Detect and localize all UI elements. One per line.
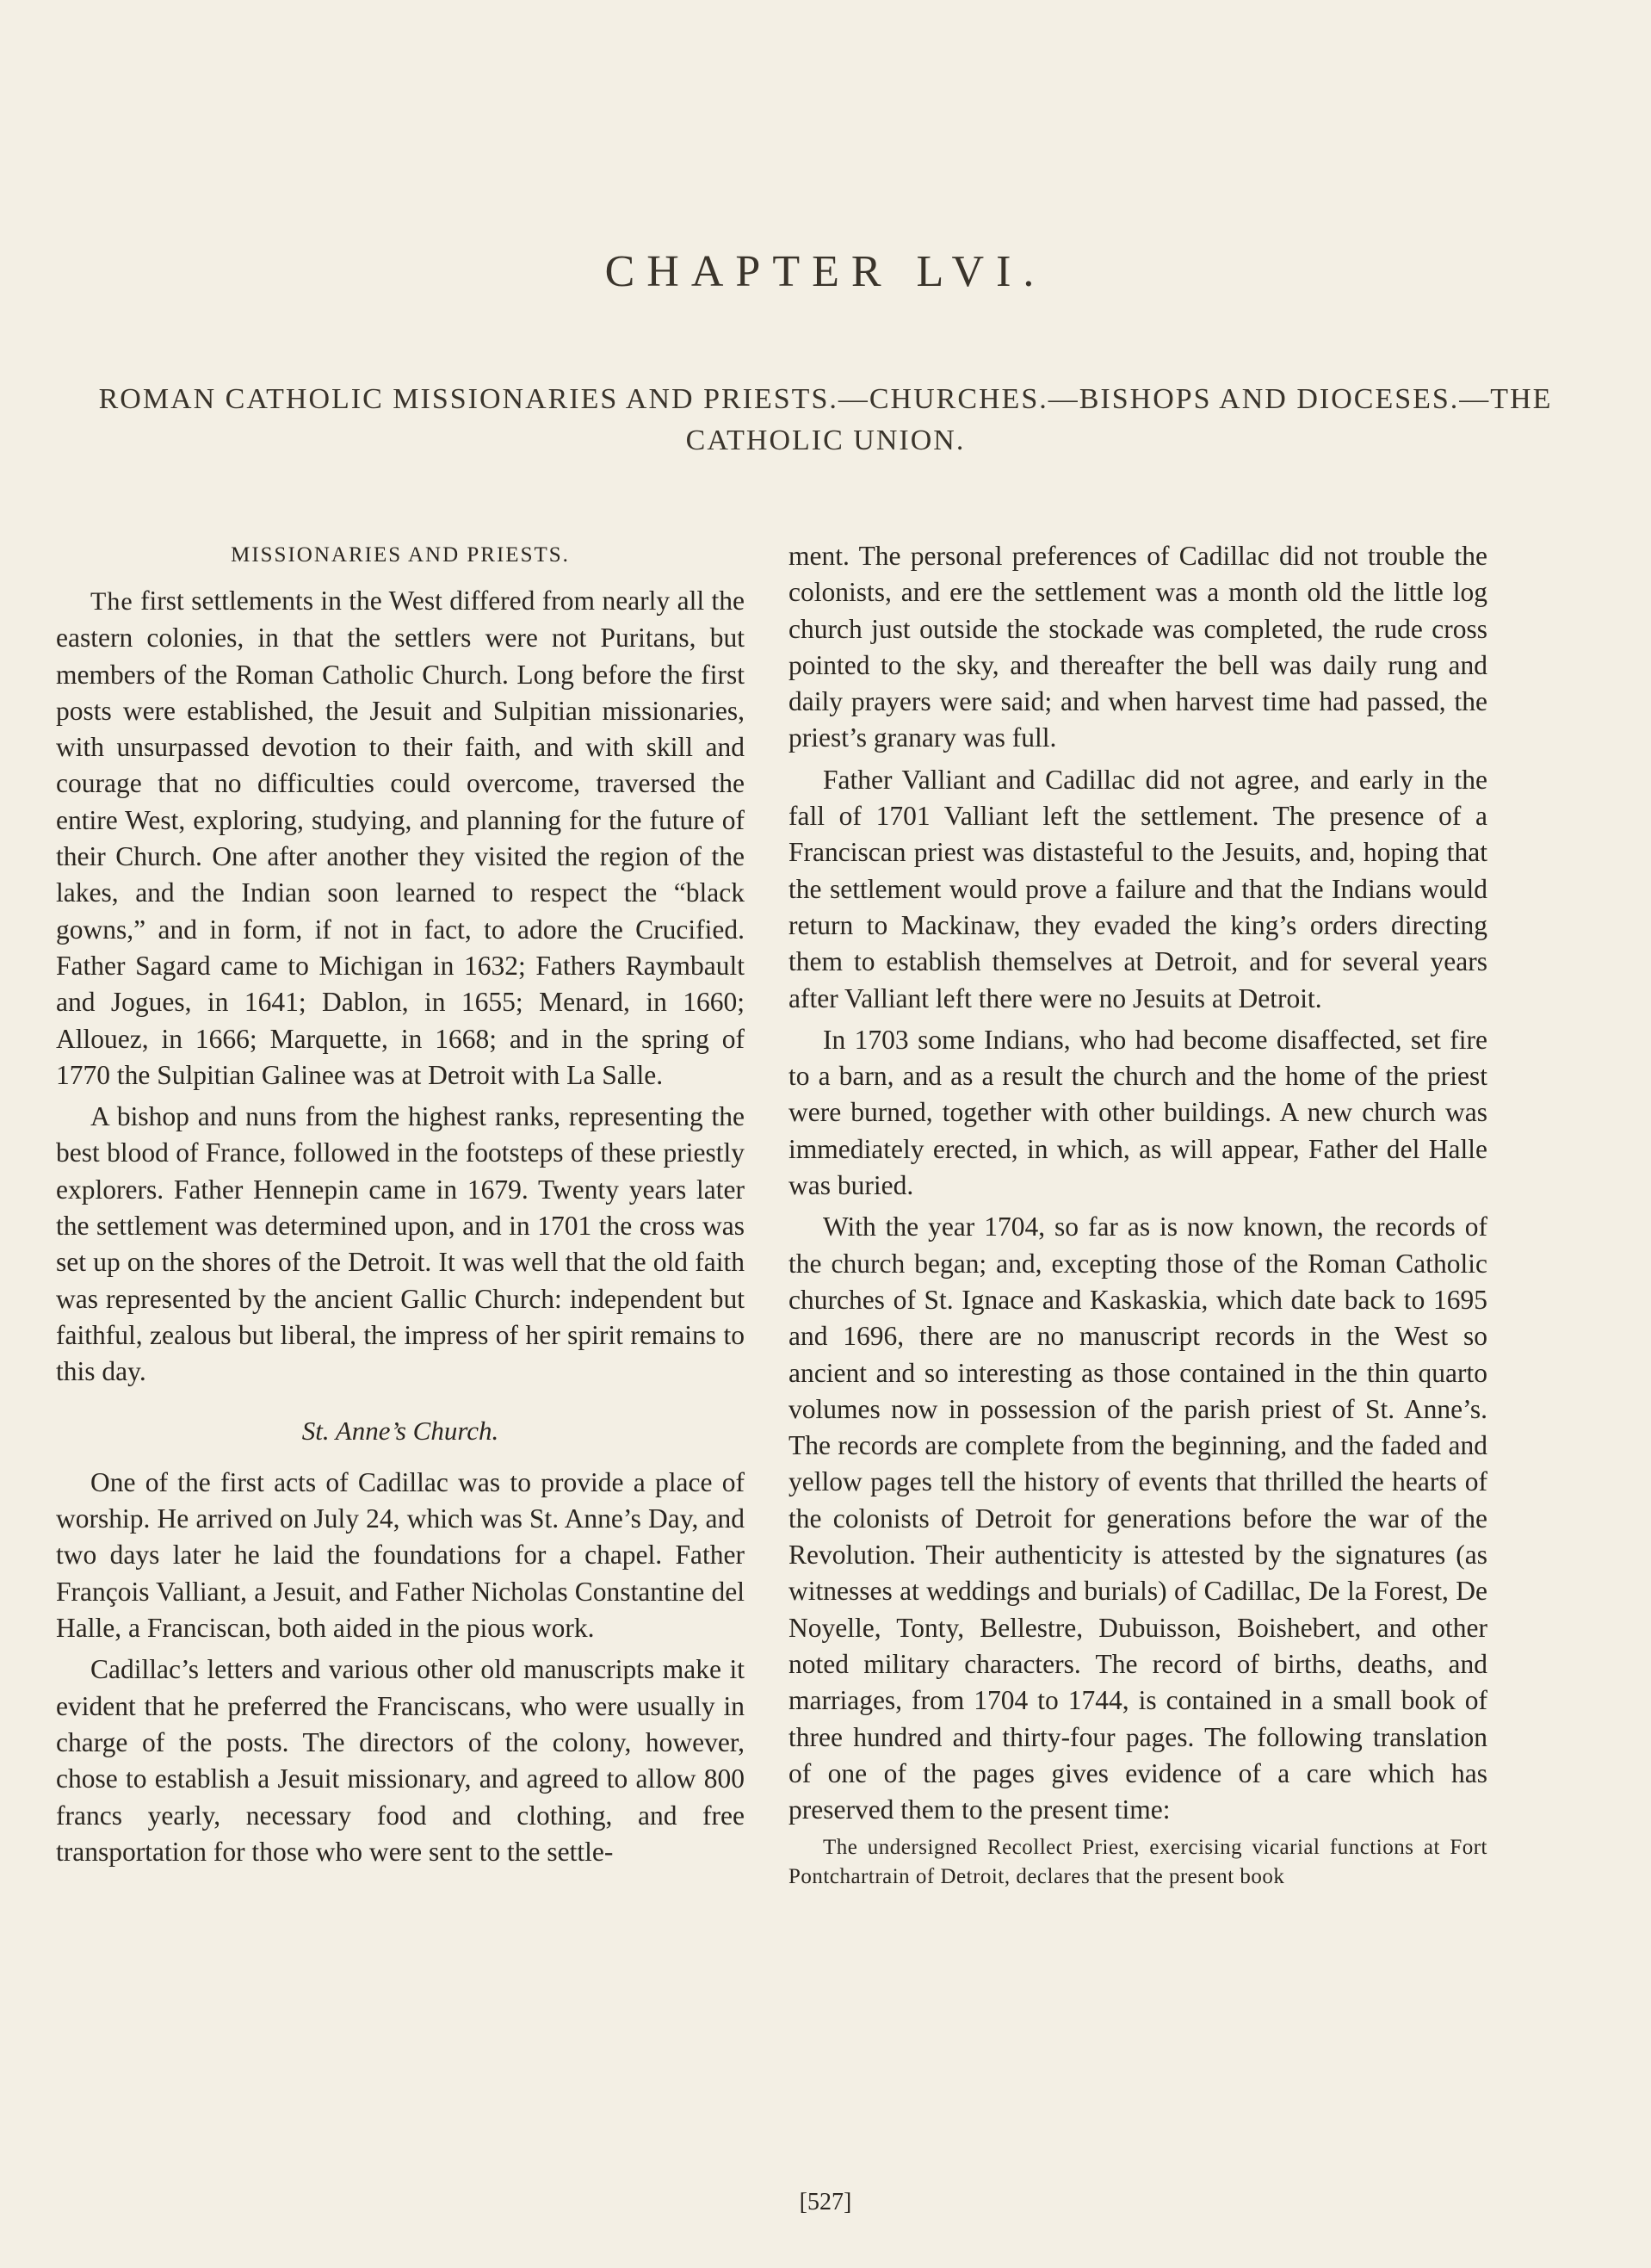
subsection-heading: St. Anne’s Church. (301, 1415, 499, 1446)
lead-word: The (90, 587, 133, 616)
paragraph-continued: ment. The personal preferences of Cadillac did not trouble the colonists, and ere the settlement was a month old the little log church just outside the stockade was completed, the rude cross pointed to the sky, and thereafter the bell was daily rung and daily prayers were said; and when harvest time had passed, the priest’s granary was full. (788, 541, 1487, 753)
chapter-title: CHAPTER LVI. (604, 247, 1047, 296)
chapter-subtitle: ROMAN CATHOLIC MISSIONARIES AND PRIESTS.—CHURCHES.—BISHOPS AND DIOCESES.—THE CATHOLIC UNION. (98, 383, 1553, 456)
section-heading: MISSIONARIES AND PRIESTS. (231, 543, 570, 567)
right-column (788, 538, 1487, 1897)
paragraph: With the year 1704, so far as is now known, the records of the church began; and, excepting those of the Roman Catholic churches of St. Ignace and Kaskaskia, which date back to 1695 and 1696, there are no manuscript records in the West so ancient and so interesting as those contained in the thin quarto volumes now in possession of the parish priest of St. Anne’s. The records are complete from the beginning, and the faded and yellow pages tell the history of events that thrilled the hearts of the colonists of Detroit for generations before the war of the Revolution. Their authenticity is attested by the signatures (as witnesses at weddings and burials) of Cadillac, De la Forest, De Noyelle, Tonty, Bellestre, Dubuisson, Boishebert, and other noted military characters. The record of births, deaths, and marriages, from 1704 to 1744, is contained in a small book of three hundred and thirty-four pages. The following translation of one of the pages gives evidence of a care which has preserved them to the present time: (788, 1211, 1487, 1825)
block-quote: The undersigned Recollect Priest, exercising vicarial functions at Fort Pontchartrain of Detroit, declares that the present book (788, 1836, 1487, 1889)
paragraph: Father Valliant and Cadillac did not agree, and early in the fall of 1701 Valliant left the settlement. The presence of a Franciscan priest was distasteful to the Jesuits, and, hoping that the settlement would prove a failure and that the Indians would return to Mackinaw, they evaded the king’s orders directing them to establish themselves at Detroit, and for several years after Valliant left there were no Jesuits at Detroit. (788, 764, 1487, 1013)
paragraph: A bishop and nuns from the highest ranks, representing the best blood of France, followed in the footsteps of these priestly explorers. Father Hennepin came in 1679. Twenty years later the settlement was determined upon, and in 1701 the cross was set up on the shores of the Detroit. It was well that the old faith was represented by the ancient Gallic Church: independent but faithful, zealous but liberal, the impress of her spirit remains to this day. (56, 1101, 745, 1387)
paragraph: One of the first acts of Cadillac was to provide a place of worship. He arrived on July 24, which was St. Anne’s Day, and two days later he laid the foundations for a chapel. Father François Valliant, a Jesuit, and Father Nicholas Constantine del Halle, a Franciscan, both aided in the pious work. (56, 1466, 745, 1644)
paragraph: Cadillac’s letters and various other old manuscripts make it evident that he preferred the Franciscans, who were usually in charge of the posts. The directors of the colony, however, chose to establish a Jesuit missionary, and agreed to allow 800 francs yearly, necessary food and clothing, and free transportation for those who were sent to the settle- (56, 1654, 745, 1867)
paragraph-text: first settlements in the West differed from nearly all the eastern colonies, in that the settlers were not Puritans, but members of the Roman Catholic Church. Long before the first posts were established, the Jesuit and Sulpitian missionaries, with unsurpassed devotion to their faith, and with skill and courage that no difficulties could overcome, traversed the entire West, exploring, studying, and planning for the future of their Church. One after another they visited the region of the lakes, and the Indian soon learned to respect the “black gowns,” and in form, if not in fact, to adore the Crucified. Father Sagard came to Michigan in 1632; Fathers Raymbault and Jogues, in 1641; Dablon, in 1655; Menard, in 1660; Allouez, in 1666; Marquette, in 1668; and in the spring of 1770 the Sulpitian Galinee was at Detroit with La Salle. (56, 586, 745, 1090)
left-column (56, 538, 745, 1875)
paragraph: In 1703 some Indians, who had become disaffected, set fire to a barn, and as a result the church and the home of the priest were burned, together with other buildings. A new church was immediately erected, in which, as will appear, Father del Halle was buried. (788, 1024, 1487, 1201)
page-number: [527] (799, 2189, 852, 2215)
paragraph (56, 583, 745, 1094)
